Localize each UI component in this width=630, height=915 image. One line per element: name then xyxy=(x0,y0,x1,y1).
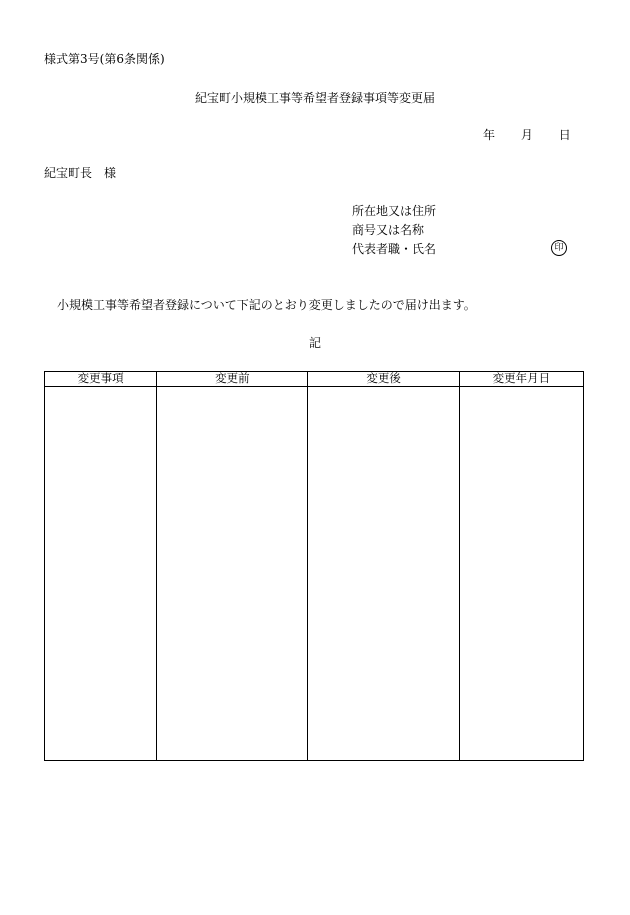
header-change-date: 変更年月日 xyxy=(459,372,583,387)
date-day-label: 日 xyxy=(558,128,571,142)
before-change-cell[interactable] xyxy=(157,387,308,761)
addressee-name: 紀宝町長 xyxy=(44,166,93,180)
table-header-row xyxy=(45,372,584,387)
header-after-change: 変更後 xyxy=(308,372,459,387)
change-date-cell[interactable] xyxy=(459,387,583,761)
date-line xyxy=(483,129,571,141)
date-year-label: 年 xyxy=(483,128,496,142)
addressee-honorific: 様 xyxy=(104,166,117,180)
addressee xyxy=(44,167,116,179)
document-title: 紀宝町小規模工事等希望者登録事項等変更届 xyxy=(194,91,435,105)
seal-mark: 印 xyxy=(551,240,567,256)
representative-label: 代表者職・氏名 xyxy=(352,242,437,256)
change-table xyxy=(44,371,584,761)
address-label: 所在地又は住所 xyxy=(352,204,437,218)
after-change-cell[interactable] xyxy=(308,387,459,761)
notification-body-text: 小規模工事等希望者登録について下記のとおり変更しましたので届け出ます。 xyxy=(57,298,476,312)
header-before-change: 変更前 xyxy=(157,372,308,387)
company-name-label: 商号又は名称 xyxy=(352,223,425,237)
ki-heading: 記 xyxy=(308,336,321,350)
applicant-block xyxy=(352,205,436,262)
date-month-label: 月 xyxy=(520,128,533,142)
change-item-cell[interactable] xyxy=(45,387,157,761)
form-number: 様式第3号(第6条関係) xyxy=(44,52,165,66)
table-row xyxy=(45,387,584,761)
header-change-item: 変更事項 xyxy=(45,372,157,387)
